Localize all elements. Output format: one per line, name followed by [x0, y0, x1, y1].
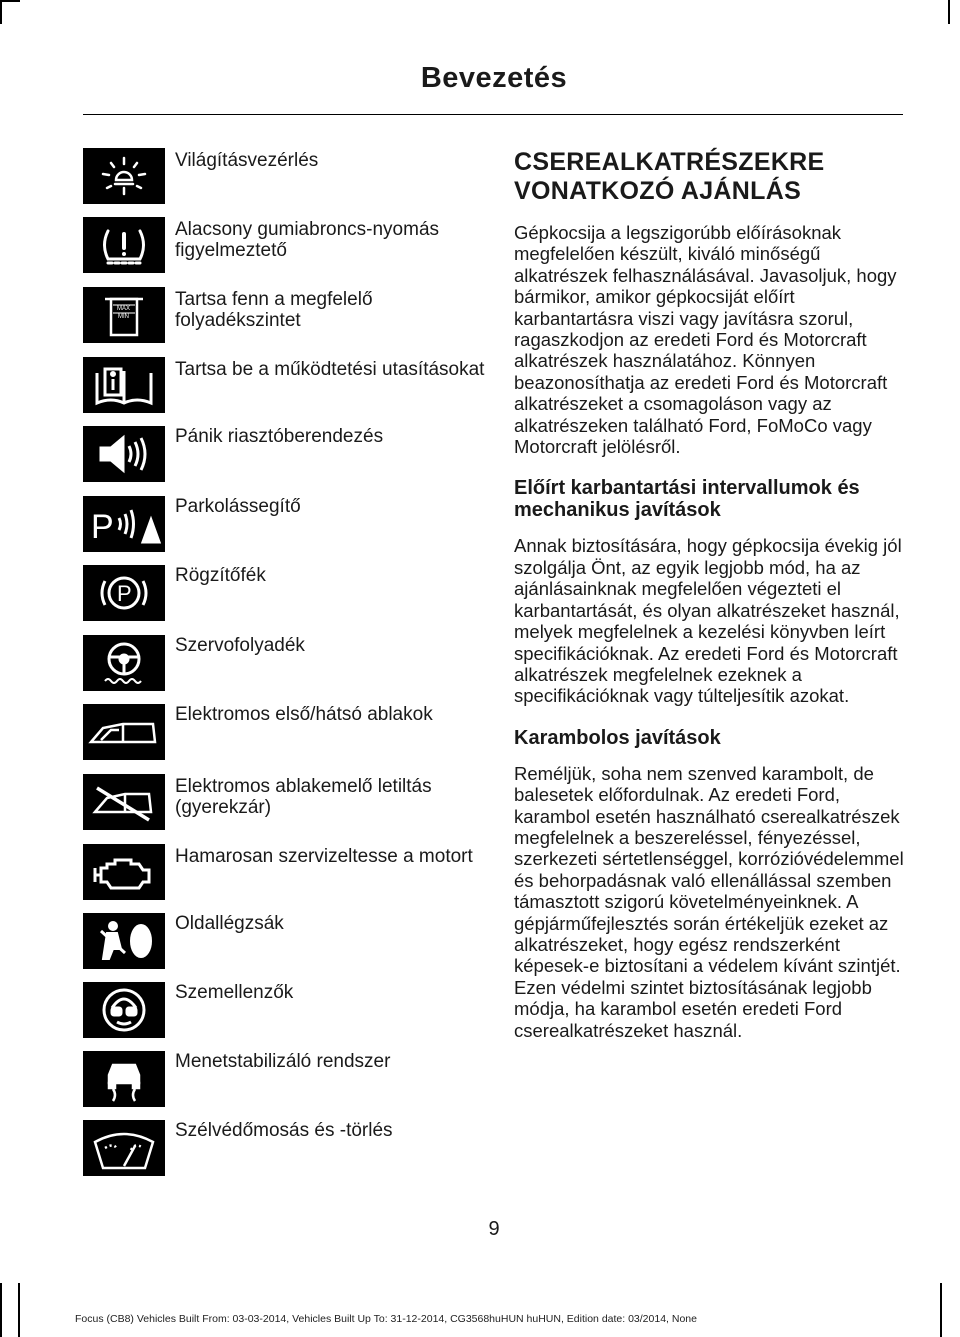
- symbol-row: [83, 217, 503, 273]
- symbol-label: Szélvédőmosás és -törlés: [175, 1120, 393, 1141]
- crop-mark-bottom-right: [940, 1283, 942, 1337]
- symbol-row: [83, 982, 503, 1038]
- symbol-row: [83, 635, 503, 691]
- svg-text:P: P: [117, 581, 132, 606]
- fluid-max-label: MAX: [117, 306, 131, 312]
- page-number: 9: [488, 1218, 500, 1240]
- fluid-min-label: MIN: [118, 314, 129, 320]
- window-lockout-icon: [83, 774, 165, 830]
- symbol-label: Pánik riasztóberendezés: [175, 426, 384, 447]
- symbol-label: Parkolássegítő: [175, 496, 301, 517]
- parking-aid-icon: [83, 496, 165, 552]
- symbol-label: Elektromos ablakemelő letiltás (gyerekzár): [175, 776, 432, 818]
- power-windows-icon: [83, 704, 165, 760]
- crop-mark-top-left: [0, 0, 2, 24]
- symbol-label: Menetstabilizáló rendszer: [175, 1051, 391, 1072]
- page-title: Bevezetés: [420, 62, 568, 94]
- symbol-row: [83, 565, 503, 621]
- symbol-row: [83, 287, 503, 343]
- windshield-wash-wipe-icon: [83, 1120, 165, 1176]
- stability-control-icon: [83, 1051, 165, 1107]
- safety-glasses-icon: [83, 982, 165, 1038]
- section-heading-collision: Karambolos javítások: [514, 726, 721, 749]
- symbol-row: [83, 1120, 503, 1176]
- side-airbag-icon: [83, 913, 165, 969]
- symbol-row: [83, 774, 503, 830]
- symbol-row: [83, 844, 503, 900]
- symbol-row: [83, 496, 503, 552]
- article-column: [514, 148, 914, 1053]
- owner-manual-icon: [83, 357, 165, 413]
- section-heading-maintenance: Előírt karbantartási intervallumok és mechanikus javítások: [514, 477, 860, 522]
- article-heading: CSEREALKATRÉSZEKRE VONATKOZÓ AJÁNLÁS: [514, 148, 825, 205]
- symbol-label: Alacsony gumiabroncs-nyomás figyelmeztető: [175, 219, 440, 261]
- section-text-collision: Reméljük, soha nem szenved karambolt, de balesetek előfordulnak. Az eredeti Ford, karambol esetén használható cserealkatrészek megfelelnek a beszereléssel, fényezéssel, szerkezeti sértetlenséggel, korrózióvédelemmel és behorpadásnak való ellenállással szemben támasztott szigorú követelményeinknek. A gépjárműfejlesztés során értékeljük ezeket az alkatrészeket, hogy egész rendszerként képesek-e biztosítani a védelem kívánt szintjét. Ezen védelmi szintet biztosításának legjobb módja, ha karambol esetén eredeti Ford cserealkatrészeket használ.: [514, 762, 904, 1041]
- article-intro: Gépkocsija a legszigorúbb előírásoknak megfelelően készült, kiváló minőségű alkatrészek felhasználásával. Javasoljuk, hogy bármikor, amikor gépkocsiját előírt karbantartásra viszi vagy javításra szorul, ragaszkodjon az eredeti Ford és Motorcraft alkatrészek használatához. Könnyen beazonosíthatja az eredeti Ford és Motorcraft alkatrészeket a csomagoláson vagy az alkatrészeken található Ford, FoMoCo vagy Motorcraft jelölésről.: [514, 222, 897, 458]
- header-rule: [83, 114, 903, 115]
- parking-brake-icon: [83, 565, 165, 621]
- crop-mark-bottom-left-v: [18, 1283, 20, 1337]
- symbol-row: [83, 148, 503, 204]
- symbol-label: Tartsa fenn a megfelelő folyadékszintet: [175, 289, 373, 331]
- crop-mark-top-left-h: [0, 0, 20, 2]
- symbol-row: [83, 1051, 503, 1107]
- service-engine-icon: [83, 844, 165, 900]
- crop-mark-top-right: [948, 0, 950, 24]
- crop-mark-bottom-left: [0, 1283, 2, 1337]
- svg-text:P: P: [91, 508, 114, 546]
- symbol-label: Tartsa be a működtetési utasításokat: [175, 359, 485, 380]
- panic-alarm-icon: [83, 426, 165, 482]
- power-steering-fluid-icon: [83, 635, 165, 691]
- symbol-row: [83, 704, 503, 760]
- symbol-label: Szemellenzők: [175, 982, 294, 1003]
- symbol-label: Hamarosan szervizeltesse a motort: [175, 846, 473, 867]
- symbol-row: [83, 426, 503, 482]
- symbol-label: Világításvezérlés: [175, 150, 319, 171]
- symbol-label: Elektromos első/hátsó ablakok: [175, 704, 433, 725]
- symbol-row: [83, 913, 503, 969]
- symbol-row: [83, 357, 503, 413]
- symbol-label: Rögzítőfék: [175, 565, 266, 586]
- tire-pressure-warning-icon: [83, 217, 165, 273]
- section-text-maintenance: Annak biztosítására, hogy gépkocsija évekig jól szolgálja Önt, az egyik legjobb mód, ha az ajánlásainknak megfelelően végezteti el karbantartását, és olyan alkatrészeket használ, melyek megfelelnek a kezelési könyvben leírt specifikációknak. Az eredeti Ford és Motorcraft alkatrészek megfelelnek ezeknek a specifikációknak vagy túlteljesítik azokat.: [514, 535, 902, 707]
- footer-edition-info: Focus (CB8) Vehicles Built From: 03-03-2014, Vehicles Built Up To: 31-12-2014, CG3568huHUN huHUN, Edition date: 03/2014, None: [75, 1313, 697, 1325]
- fluid-level-icon: [83, 287, 165, 343]
- symbol-label: Szervofolyadék: [175, 635, 305, 656]
- exterior-lamp-icon: [83, 148, 165, 204]
- symbol-label: Oldallégzsák: [175, 913, 284, 934]
